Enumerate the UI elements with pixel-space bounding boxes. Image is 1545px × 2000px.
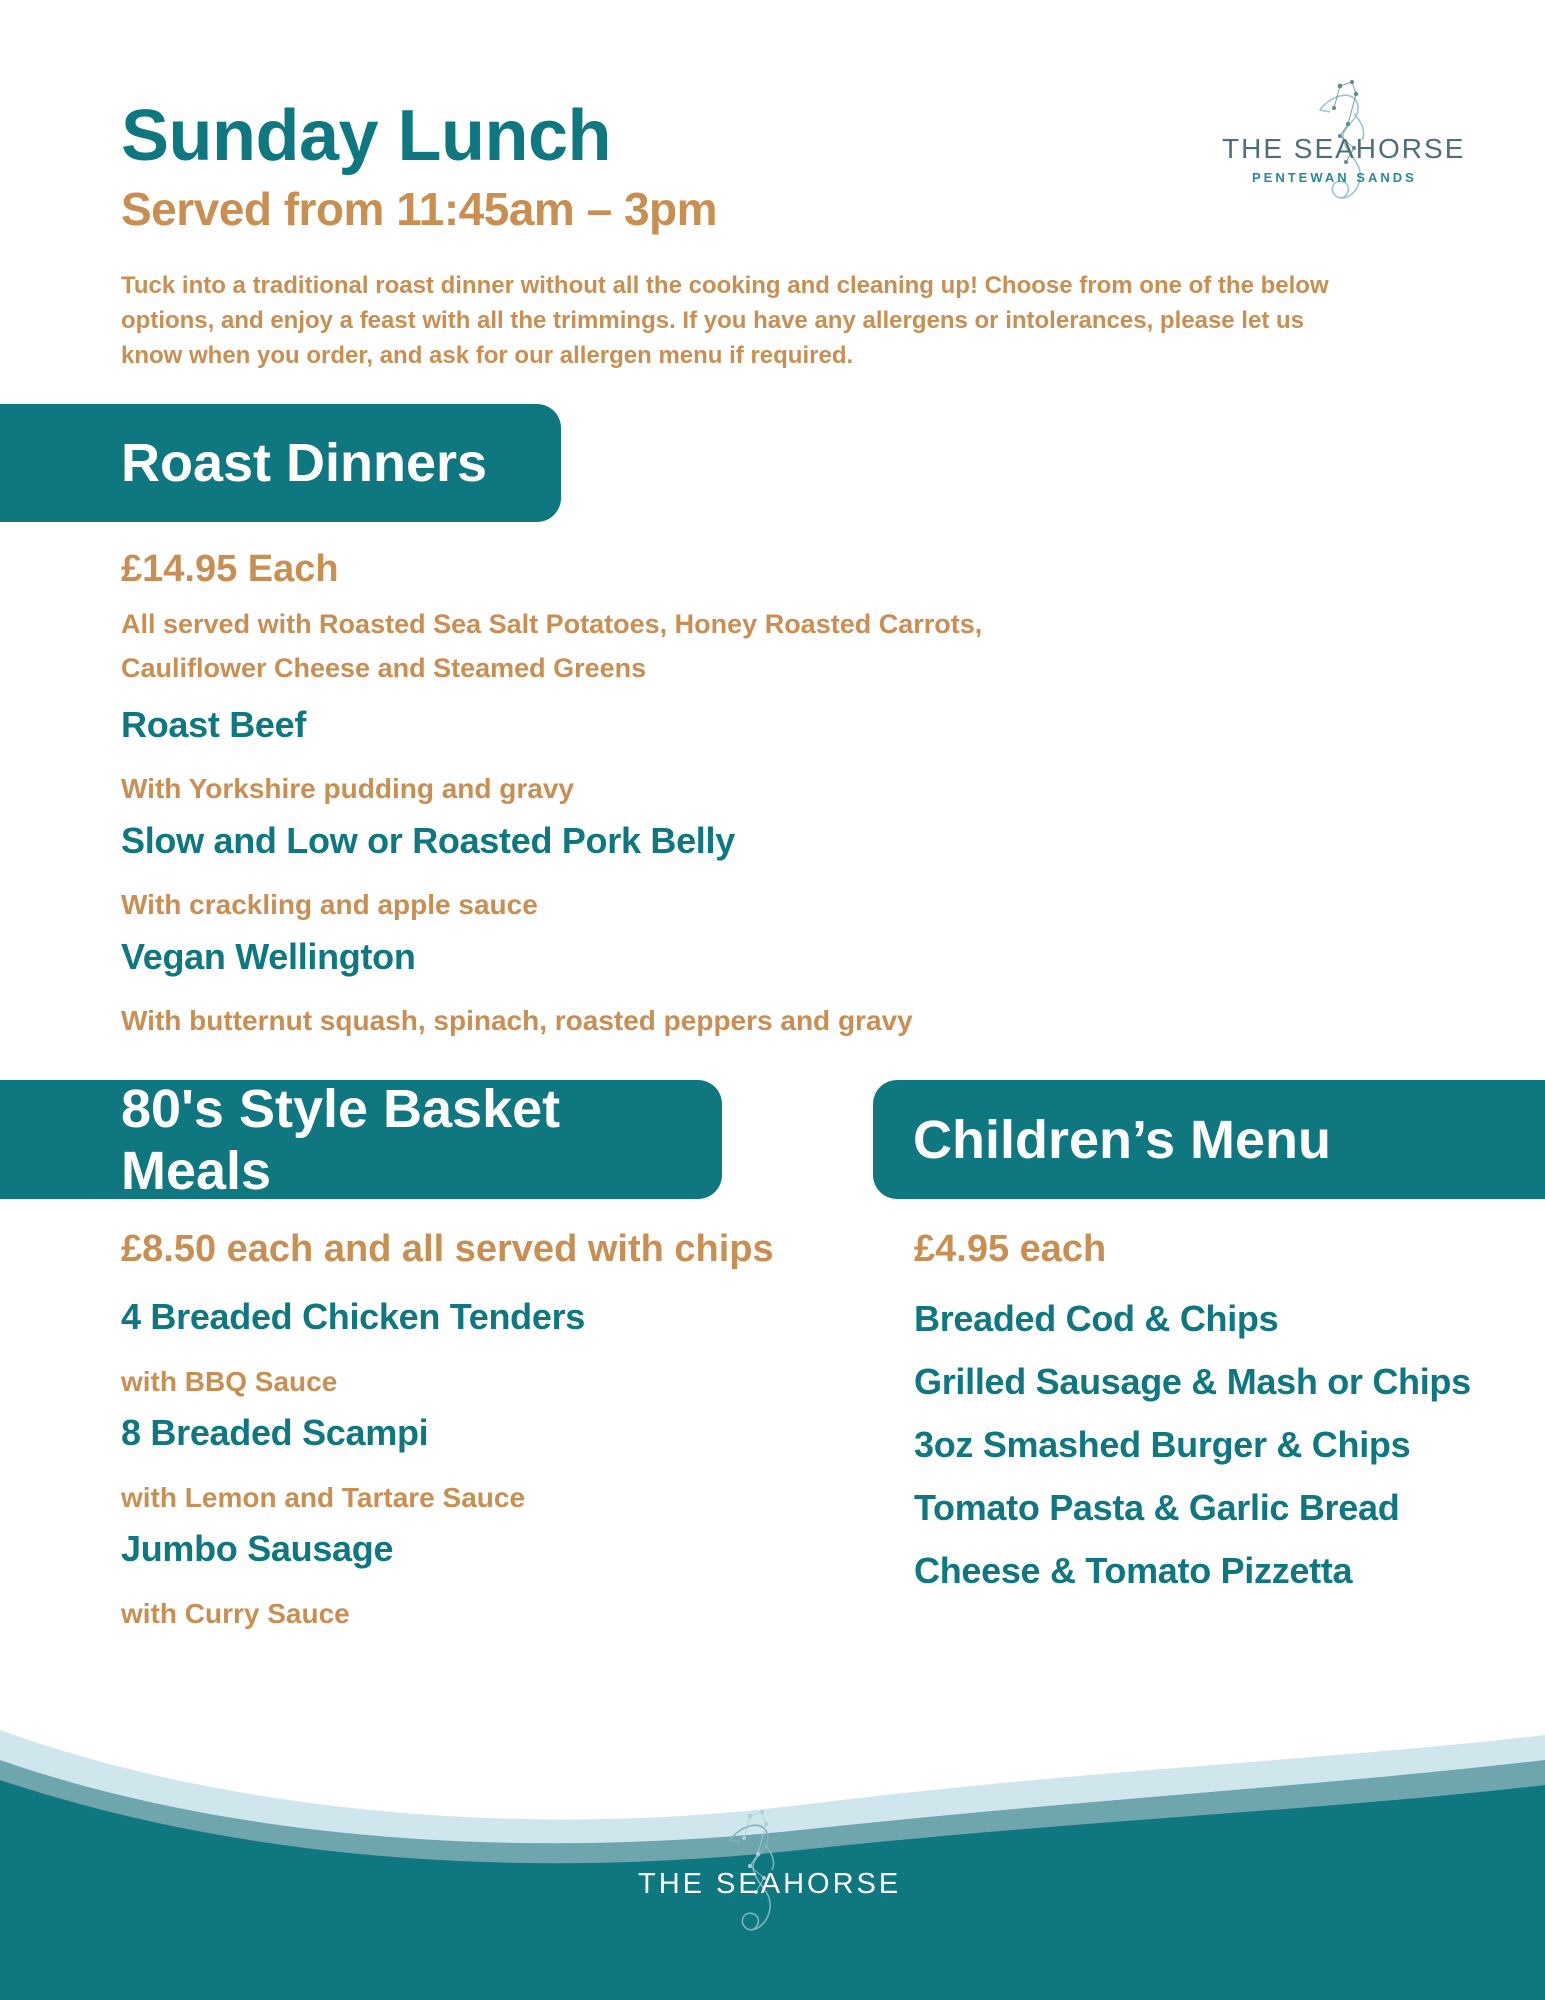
menu-item-desc: with Curry Sauce <box>121 1598 350 1629</box>
footer-brand: THE SEAHORSE <box>638 1868 902 1900</box>
childrens-menu-banner <box>873 1080 1545 1199</box>
list-item: Grilled Sausage & Mash or Chips <box>914 1361 1471 1402</box>
childrens-price: £4.95 each <box>914 1228 1107 1270</box>
menu-item-name: Jumbo Sausage <box>121 1528 394 1569</box>
logo-brand: THE SEAHORSE <box>1222 133 1466 164</box>
list-item: Tomato Pasta & Garlic Bread <box>914 1487 1400 1528</box>
basket-meals-banner <box>0 1080 722 1199</box>
roast-dinners-banner <box>0 404 561 522</box>
childrens-menu-list <box>914 1294 1471 1609</box>
menu-item-name: 4 Breaded Chicken Tenders <box>121 1296 585 1337</box>
footer-logo <box>600 1808 950 1978</box>
menu-item-desc: With butternut squash, spinach, roasted peppers and gravy <box>121 1005 913 1036</box>
menu-item-desc: with BBQ Sauce <box>121 1366 338 1397</box>
list-item: Breaded Cod & Chips <box>914 1298 1279 1339</box>
logo-location: PENTEWAN SANDS <box>1252 170 1417 185</box>
roast-accompaniments: All served with Roasted Sea Salt Potatoes, Honey Roasted Carrots, Cauliflower Cheese and Steamed Greens <box>121 609 983 683</box>
seahorse-logo <box>1215 78 1466 238</box>
menu-item-name: Slow and Low or Roasted Pork Belly <box>121 820 735 861</box>
list-item: Cheese & Tomato Pizzetta <box>914 1550 1353 1591</box>
menu-item-desc: with Lemon and Tartare Sauce <box>121 1482 526 1513</box>
page-title: Sunday Lunch <box>121 96 612 176</box>
serving-times: Served from 11:45am – 3pm <box>121 183 718 235</box>
basket-meals-heading: 80's Style Basket Meals <box>121 1078 561 1201</box>
intro-text: Tuck into a traditional roast dinner without all the cooking and cleaning up! Choose from one of the below options, and enjoy a feast with all the trimmings. If you have any allergens or intolerances, please let us know when you order, and ask for our allergen menu if required. <box>121 272 1329 369</box>
menu-item-desc: With crackling and apple sauce <box>121 889 538 920</box>
roast-dinners-heading: Roast Dinners <box>121 433 488 493</box>
childrens-menu-heading: Children’s Menu <box>913 1109 1332 1170</box>
menu-item-name: Roast Beef <box>121 704 307 745</box>
roast-price: £14.95 Each <box>121 548 339 590</box>
menu-item-name: Vegan Wellington <box>121 936 416 977</box>
basket-price: £8.50 each and all served with chips <box>121 1228 774 1270</box>
menu-item-desc: With Yorkshire pudding and gravy <box>121 773 574 804</box>
list-item: 3oz Smashed Burger & Chips <box>914 1424 1411 1465</box>
menu-item-name: 8 Breaded Scampi <box>121 1412 429 1453</box>
